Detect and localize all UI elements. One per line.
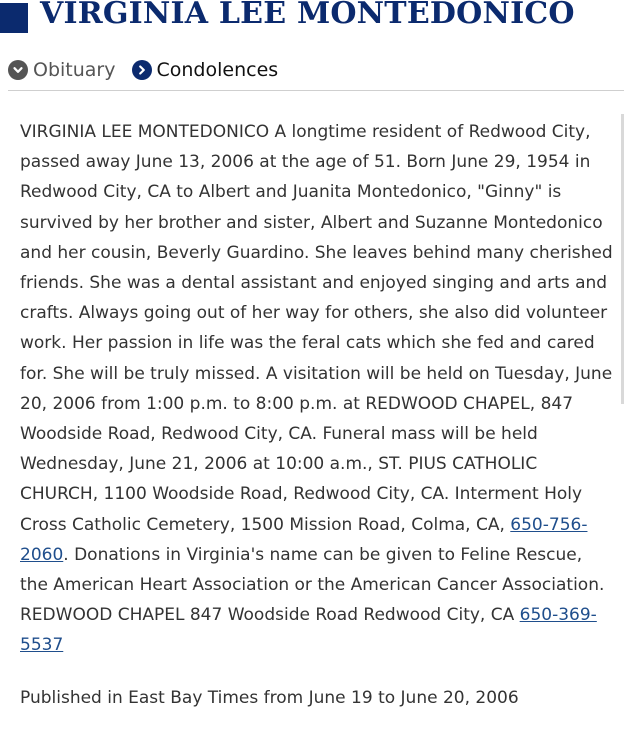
header-divider (8, 90, 624, 91)
obituary-text (20, 117, 615, 661)
published-notice: Published in East Bay Times from June 19 to June 20, 2006 (20, 688, 519, 708)
tab-obituary[interactable] (8, 59, 116, 81)
chevron-right-icon (132, 60, 152, 80)
phone-link-2[interactable]: 650-369-5537 (20, 605, 597, 656)
tab-obituary-label: Obituary (33, 59, 116, 81)
chevron-down-icon (8, 60, 28, 80)
obituary-text-part-2: . Donations in Virginia's name can be given to Feline Rescue, the American Heart Association or the American Cancer Association. REDWOOD CHAPEL 847 Woodside Road Redwood City, CA (20, 544, 605, 626)
page-title: VIRGINIA LEE MONTEDONICO (40, 0, 575, 31)
page-header (0, 0, 624, 40)
phone-link-1[interactable]: 650-756-2060 (20, 514, 588, 565)
title-accent-bar (0, 3, 28, 33)
tab-condolences[interactable] (132, 59, 279, 81)
tab-condolences-label: Condolences (156, 59, 279, 81)
obituary-tabs (8, 56, 294, 84)
obituary-text-part-1: VIRGINIA LEE MONTEDONICO A longtime resident of Redwood City, passed away June 13, 2006 at the age of 51. Born June 29, 1954 in Redwood City, CA to Albert and Juanita Montedonico, "Ginny" is survived by her brother and sister, Albert and Suzanne Montedonico and her cousin, Beverly Guardino. She leaves behind many cherished friends. She was a dental assistant and enjoyed singing and arts and crafts. Always going out of her way for others, she also did volunteer work. Her passion in life was the feral cats which she fed and cared for. She will be truly missed. A visitation will be held on Tuesday, June 20, 2006 from 1:00 p.m. to 8:00 p.m. at REDWOOD CHAPEL, 847 Woodside Road, Redwood City, CA. Funeral mass will be held Wednesday, June 21, 2006 at 10:00 a.m., ST. PIUS CATHOLIC CHURCH, 1100 Woodside Road, Redwood City, CA. Interment Holy Cross Catholic Cemetery, 1500 Mission Road, Colma, CA, (20, 122, 613, 535)
